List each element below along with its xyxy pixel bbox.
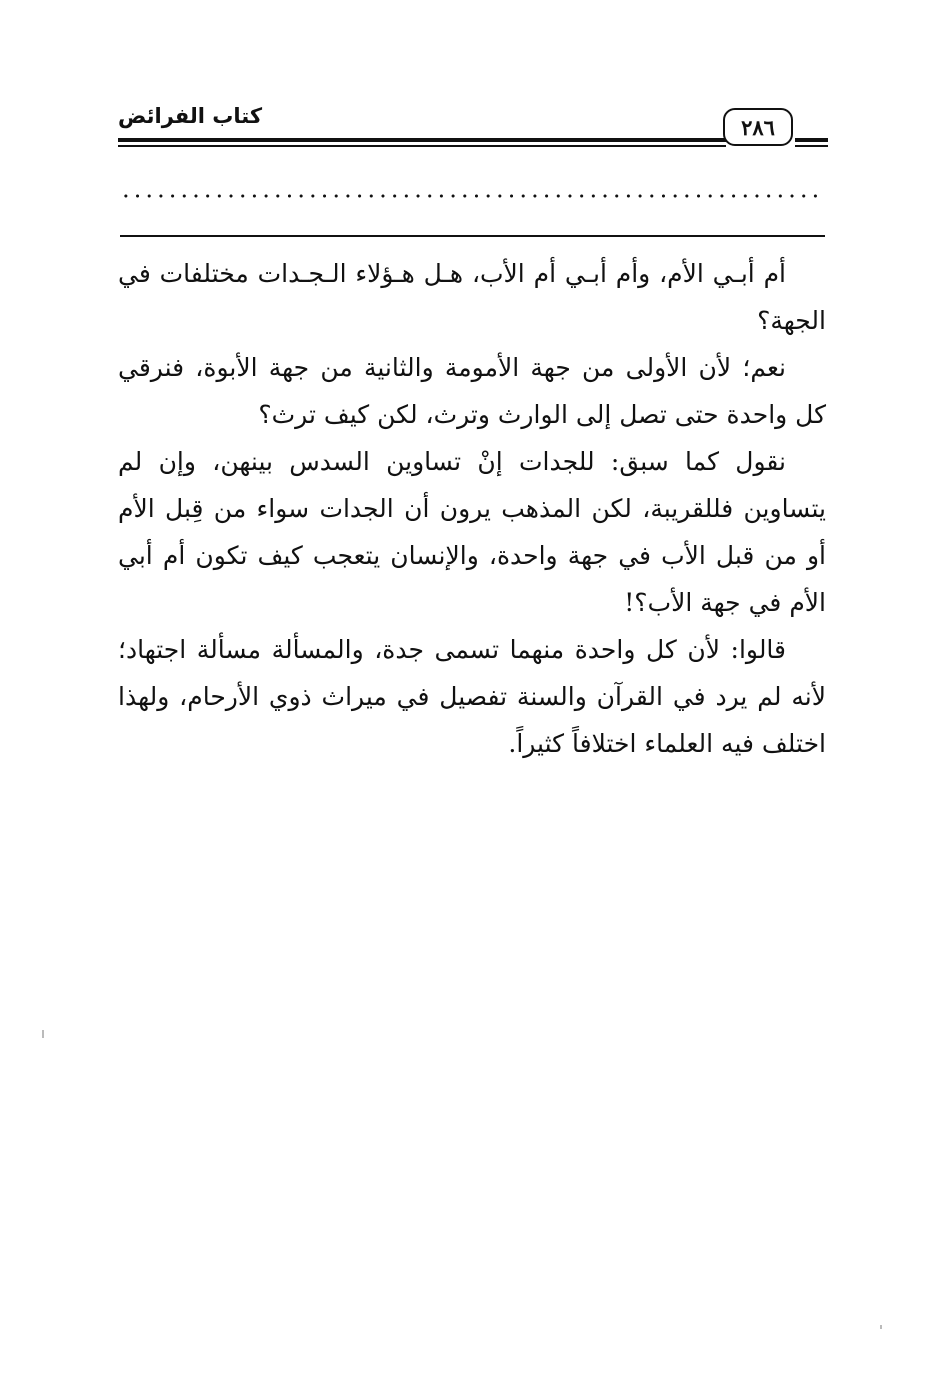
scan-speck	[880, 1325, 882, 1329]
header-rule-right-thick	[795, 138, 828, 142]
paragraph-4: قالوا: لأن كل واحدة منهما تسمى جدة، والمسألة مسألة اجتهاد؛ لأنه لم يرد في القرآن والسنة تفصيل في ميراث ذوي الأرحام، ولهذا اختلف فيه العلماء اختلافاً كثيراً.	[118, 635, 826, 758]
scan-speck	[42, 1030, 44, 1038]
header-rule-thick	[118, 138, 726, 142]
body-text	[118, 250, 826, 767]
header-rule-right-thin	[795, 145, 828, 147]
page-header	[118, 100, 828, 160]
page-number: ٢٨٦	[723, 108, 793, 146]
section-divider	[120, 235, 825, 237]
header-rule-thin	[118, 145, 726, 147]
book-title: كتاب الفرائض	[118, 104, 263, 128]
paragraph-3: نقول كما سبق: للجدات إنْ تساوين السدس بينهن، وإن لم يتساوين فللقريبة، لكن المذهب يرون أن الجدات سواء من قِبل الأم أو من قبل الأب في جهة واحدة، والإنسان يتعجب كيف تكون أم أبي الأم في جهة الأب؟!	[118, 447, 826, 617]
dotted-separator	[120, 192, 825, 200]
paragraph-1: أم أبـي الأم، وأم أبـي أم الأب، هـل هـؤلاء الـجـدات مختلفات في الجهة؟	[118, 259, 826, 335]
paragraph-2: نعم؛ لأن الأولى من جهة الأمومة والثانية من جهة الأبوة، فنرقي كل واحدة حتى تصل إلى الوارث وترث، لكن كيف ترث؟	[118, 353, 826, 429]
